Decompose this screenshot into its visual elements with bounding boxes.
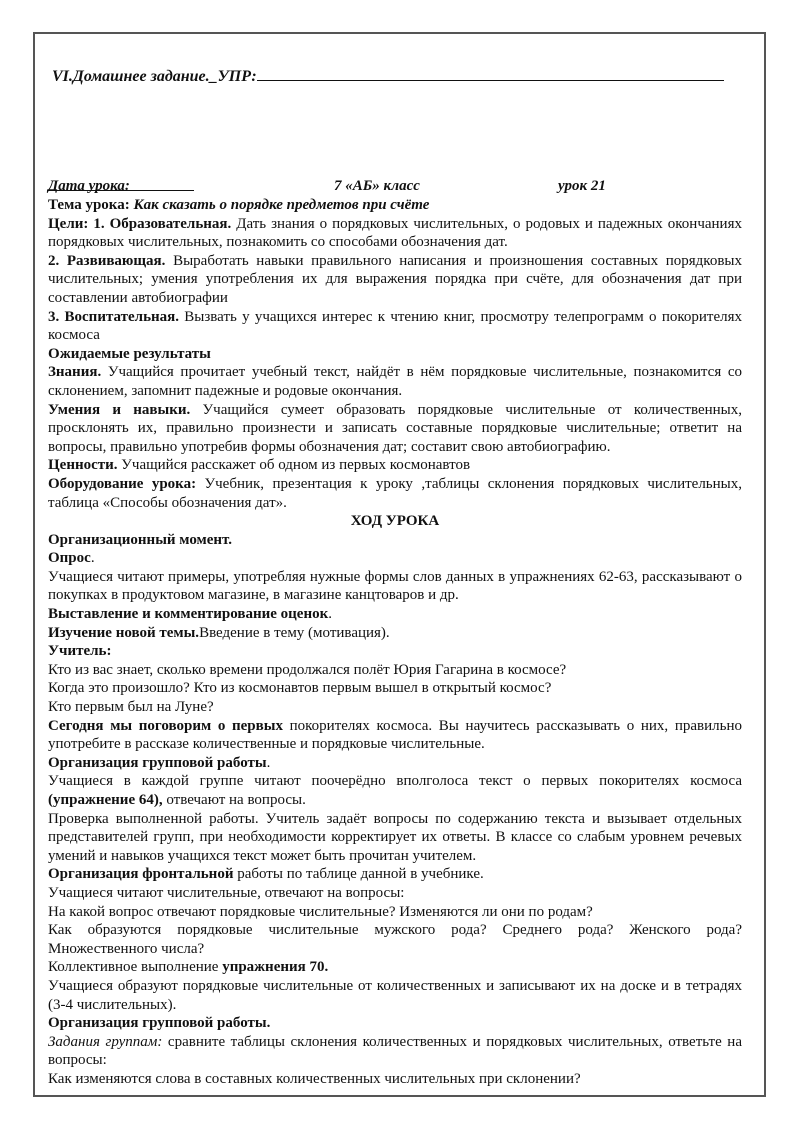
goal-upbringing: 3. Воспитательная. Вызвать у учащихся интерес к чтению книг, просмотру телепрограмм о покорителях космоса <box>48 308 742 344</box>
class-label: 7 «АБ» класс <box>334 178 420 194</box>
lesson-plan <box>48 177 742 1089</box>
goal-educational: Цели: 1. Образовательная. Дать знания о порядковых числительных, о родовых и падежных окончаниях порядковых числительных, познакомить со способами обозначения дат. <box>48 215 742 251</box>
frontal-question-2: Как образуются порядковые числительные мужского рода? Среднего рода? Женского рода? Множественного числа? <box>48 922 742 957</box>
frontal-desc: Учащиеся читают числительные, отвечают на вопросы: <box>48 884 405 901</box>
group-work-2-heading: Организация групповой работы. <box>48 1015 271 1032</box>
grading-heading: Выставление и комментирование оценок. <box>48 606 332 623</box>
frontal-question-1: На какой вопрос отвечают порядковые числительные? Изменяются ли они по родам? <box>48 903 593 920</box>
question-3: Кто первым был на Луне? <box>48 699 214 716</box>
teacher-label: Учитель: <box>48 643 112 660</box>
survey-text: Учащиеся читают примеры, употребляя нужные формы слов данных в упражнениях 62-63, рассказывают о покупках в продуктовом магазине, в магазине канцтоваров и др. <box>48 568 742 604</box>
new-topic: Изучение новой темы.Введение в тему (мотивация). <box>48 624 390 641</box>
date-blank <box>48 177 194 191</box>
today-text: Сегодня мы поговорим о первых покорителях космоса. Вы научитесь рассказывать о них, правильно употребите в рассказе количественные и порядковые числительные. <box>48 717 742 753</box>
homework-blank <box>257 66 724 81</box>
lesson-title: ХОД УРОКА <box>350 513 440 530</box>
goal-developing: 2. Развивающая. Выработать навыки правильного написания и произношения составных порядковых числительных; умения употребления их для выражения порядка при счёте, для обозначения дат при составлении автобиографии <box>48 252 742 306</box>
topic-text: Как сказать о порядке предметов при счёте <box>133 197 430 213</box>
topic: Тема урока: Как сказать о порядке предметов при счёте <box>48 197 430 213</box>
results-values: Ценности. Учащийся расскажет об одном из первых космонавтов <box>48 457 471 474</box>
frontal-heading: Организация фронтальной работы по таблице данной в учебнике. <box>48 866 484 883</box>
date-row <box>48 177 742 196</box>
date-label: Дата урока: <box>48 178 130 194</box>
results-knowledge: Знания. Учащийся прочитает учебный текст, найдёт в нём порядковые числительные, познакомится со склонением, запомнит падежные и родовые окончания. <box>48 364 742 399</box>
last-question: Как изменяются слова в составных количественных числительных при склонении? <box>48 1070 581 1087</box>
check-text: Проверка выполненной работы. Учитель задаёт вопросы по содержанию текста и вызывает отдельных представителей групп, при необходимости корректирует их ответы. В классе со слабым уровнем речевых умений и навыков учащихся текст может быть прочитан учителем. <box>48 810 742 864</box>
form-text: Учащиеся образуют порядковые числительные от количественных и записывают их на доске и в тетрадях (3-4 числительных). <box>48 977 742 1013</box>
tasks-text: Задания группам: сравните таблицы склонения количественных и порядковых числительных, ответьте на вопросы: <box>48 1033 742 1069</box>
results-skills: Умения и навыки. Учащийся сумеет образовать порядковые числительные от количественных, просклонять их, правильно произнести и записать составные порядковые числительные; ответит на вопросы, правильно употребив формы обозначения дат; составит свою автобиографию. <box>48 401 743 455</box>
homework-line <box>52 66 732 86</box>
question-1: Кто из вас знает, сколько времени продолжался полёт Юрия Гагарина в космосе? <box>48 661 567 678</box>
question-2: Когда это произошло? Кто из космонавтов первым вышел в открытый космос? <box>48 680 552 697</box>
survey-heading: Опрос. <box>48 550 95 567</box>
group-work-heading: Организация групповой работы. <box>48 754 271 771</box>
org-moment: Организационный момент. <box>48 531 233 548</box>
group-work-text: Учащиеся в каждой группе читают поочерёдно вполголоса текст о первых покорителях космоса (упражнение 64), отвечают на вопросы. <box>48 773 742 808</box>
equipment: Оборудование урока: Учебник, презентация к уроку ,таблицы склонения порядковых числительных, таблица «Способы обозначения дат». <box>48 475 742 511</box>
lesson-number: урок 21 <box>558 178 606 194</box>
results-heading: Ожидаемые результаты <box>48 345 211 362</box>
collective-work: Коллективное выполнение упражнения 70. <box>48 959 329 976</box>
homework-label: VI.Домашнее задание._УПР: <box>52 68 257 85</box>
